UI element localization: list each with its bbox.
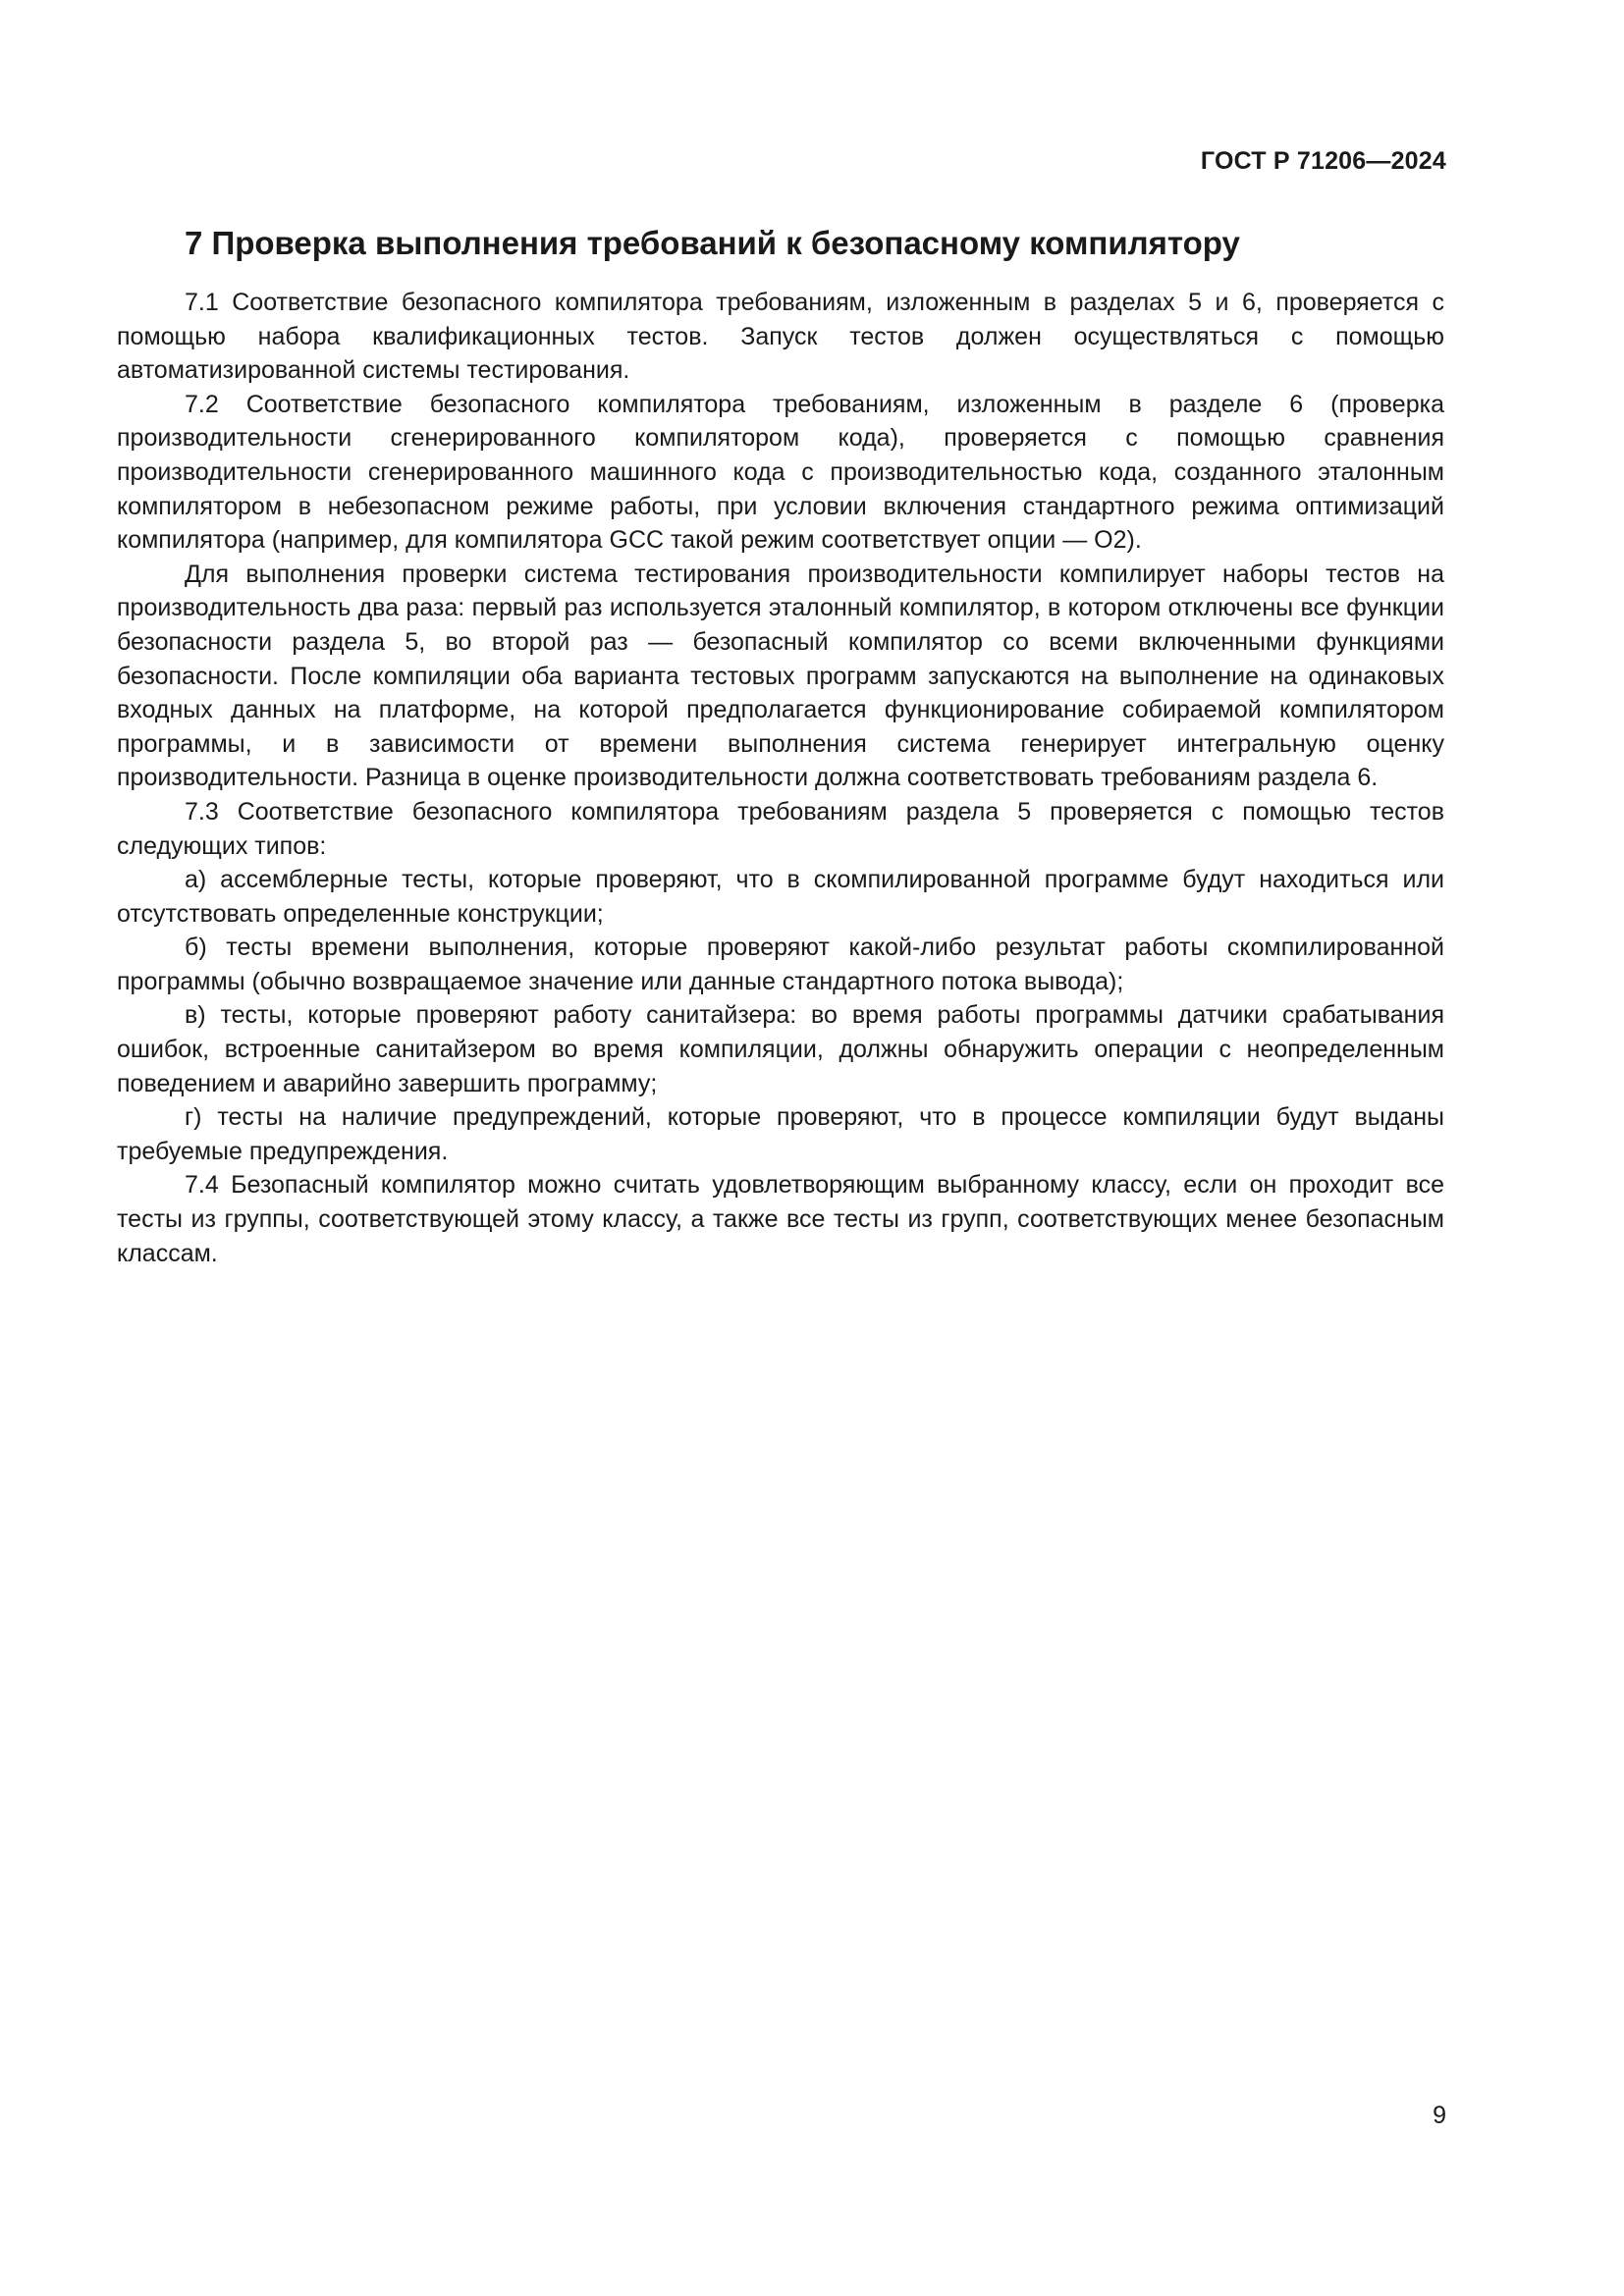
paragraph-7-3: 7.3 Соответствие безопасного компилятора требованиям раздела 5 проверяется с помощью тестов следующих типов: (117, 797, 1444, 860)
list-item-g: г) тесты на наличие предупреждений, которые проверяют, что в процессе компиляции будут выданы требуемые предупреждения. (117, 1103, 1444, 1165)
paragraph-7-1: 7.1 Соответствие безопасного компилятора требованиям, изложенным в разделах 5 и 6, проверяется с помощью набора квалификационных тестов. Запуск тестов должен осуществляться с помощью автоматизированной системы тестирования. (117, 289, 1444, 385)
list-item-a: а) ассемблерные тесты, которые проверяют, что в скомпилированной программе будут находиться или отсутствовать определенные конструкции; (117, 866, 1444, 928)
paragraph-7-2-detail: Для выполнения проверки система тестирования производительности компилирует наборы тестов на производительность два раза: первый раз используется эталонный компилятор, в котором отключены все функции безопасности раздела 5, во второй раз — безопасный компилятор со всеми включенными функциями безопасности. После компиляции оба варианта тестовых программ запускаются на выполнение на одинаковых входных данных на платформе, на которой предполагается функционирование собираемой компилятором программы, и в зависимости от времени выполнения система генерирует интегральную оценку производительности. Разница в оценке производительности должна соответствовать требованиям раздела 6. (117, 560, 1444, 792)
list-item-b: б) тесты времени выполнения, которые проверяют какой-либо результат работы скомпилированной программы (обычно возвращаемое значение или данные стандартного потока вывода); (117, 934, 1444, 995)
page-number: 9 (1433, 2102, 1446, 2129)
list-item-v: в) тесты, которые проверяют работу санитайзера: во время работы программы датчики срабатывания ошибок, встроенные санитайзером во время компиляции, должны обнаружить операции с неопределенным поведением и аварийно завершить программу; (117, 1001, 1444, 1097)
section-title: 7 Проверка выполнения требований к безопасному компилятору (185, 225, 1240, 261)
document-code: ГОСТ Р 71206—2024 (1200, 147, 1446, 175)
paragraph-7-4: 7.4 Безопасный компилятор можно считать удовлетворяющим выбранному классу, если он проходит все тесты из группы, соответствующей этому классу, а также все тесты из групп, соответствующих менее безопасным классам. (117, 1171, 1444, 1267)
paragraph-7-2: 7.2 Соответствие безопасного компилятора требованиям, изложенным в разделе 6 (проверка производительности сгенерированного компилятором кода), проверяется с помощью сравнения производительности сгенерированного машинного кода с производительностью кода, созданного эталонным компилятором в небезопасном режиме работы, при условии включения стандартного режима оптимизаций компилятора (например, для компилятора GCC такой режим соответствует опции — O2). (117, 390, 1444, 555)
section-body (117, 286, 1444, 1270)
